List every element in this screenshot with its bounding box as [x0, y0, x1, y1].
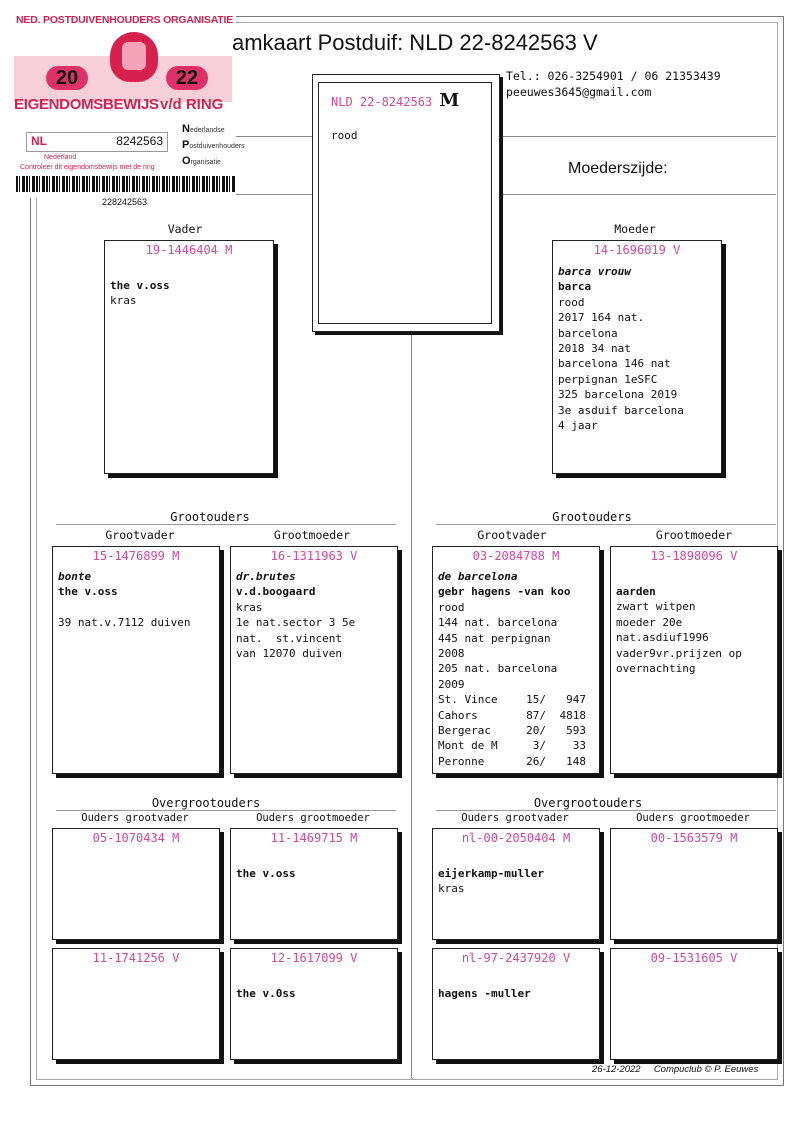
great-grandparent-card-7: nl-97-2437920 V hagens -muller: [432, 948, 600, 1060]
great-grandparent-ring-6: 12-1617099 V: [270, 951, 358, 965]
sticker-title-suffix: v/d RING: [160, 96, 224, 113]
mother-name: barca vrouw: [558, 265, 631, 278]
grandmother-paternal-ring: 16-1311963 V: [270, 549, 358, 563]
subject-card-frame: [312, 74, 500, 332]
table-row: Mont de M 3/ 33: [438, 739, 586, 753]
parents-grandfather-right-label: Ouders grootvader: [461, 812, 569, 824]
great-grandparent-ring-1: 05-1070434 M: [92, 831, 180, 845]
barcode-icon: [16, 176, 236, 192]
table-row: Cahors 87/ 4818: [438, 708, 586, 722]
grandparents-right-label: Grootouders: [552, 510, 632, 524]
ownership-sticker: [10, 12, 245, 207]
father-label: Vader: [167, 222, 203, 236]
father-card: 19-1446404 M the v.oss kras: [104, 240, 274, 474]
page-title: amkaart Postduif: NLD 22-8242563 V: [232, 30, 598, 55]
great-grandparent-card-5: [52, 948, 220, 1060]
sticker-year-right: 22: [166, 66, 208, 90]
sticker-country: NL: [31, 134, 47, 148]
great-grandparent-ring-7: nl-97-2437920 V: [461, 951, 571, 965]
great-grandparent-ring-4: 00-1563579 M: [650, 831, 738, 845]
parents-grandfather-left-label: Ouders grootvader: [81, 812, 189, 824]
table-row: Peronne 26/ 148: [438, 754, 586, 768]
parents-grandmother-right-label: Ouders grootmoeder: [636, 812, 750, 824]
contact-info: [506, 68, 721, 100]
great-grandparent-card-2: 11-1469715 M the v.oss: [230, 828, 398, 940]
sticker-year-left: 20: [46, 66, 88, 90]
sticker-notice: Controleer dit eigendomsbewijs met de ring: [20, 164, 155, 171]
grandmother-maternal-ring: 13-1898096 V: [650, 549, 738, 563]
center-divider: [411, 330, 412, 1078]
sticker-ring-number: 8242563: [116, 134, 163, 148]
grandfather-paternal-card: 15-1476899 M bonte the v.oss 39 nat.v.7112 duiven: [52, 546, 220, 774]
footer: [592, 1064, 758, 1075]
great-grandparent-ring-5: 11-1741256 V: [92, 951, 180, 965]
sticker-npo-logo: Nederlandse Postduivenhouders Organisatie: [182, 123, 245, 167]
grandmother-right-label: Grootmoeder: [655, 528, 733, 542]
subject-card: [318, 82, 492, 324]
great-grandparent-ring-3: nl-00-2050404 M: [461, 831, 571, 845]
subject-ring: NLD 22-8242563: [331, 95, 433, 109]
mother-card: 14-1696019 V barca vrouw barca rood 2017 164 nat. barcelona 2018 34 nat barcelona 146 nat perpignan 1eSFC 325 barcelona 2019 3e asduif barcelona 4 jaar: [552, 240, 722, 474]
footer-date: 26-12-2022: [592, 1064, 641, 1075]
grandmother-maternal-card: 13-1898096 V aarden zwart witpen moeder 20e nat.asdiuf1996 vader9vr.prijzen op overnachting: [610, 546, 778, 774]
great-grandparent-card-3: nl-00-2050404 M eijerkamp-muller kras: [432, 828, 600, 940]
sticker-ring-box: [26, 132, 168, 152]
parents-grandmother-left-label: Ouders grootmoeder: [256, 812, 370, 824]
great-grandparent-ring-8: 09-1531605 V: [650, 951, 738, 965]
sticker-org-name: NED. POSTDUIVENHOUDERS ORGANISATIE: [16, 14, 234, 26]
grandfather-right-label: Grootvader: [477, 528, 547, 542]
mother-side-heading: Moederszijde:: [568, 160, 668, 177]
subject-mark: M: [439, 90, 460, 111]
grandparents-left-label: Grootouders: [170, 510, 250, 524]
great-grandparents-right-label: Overgrootouders: [533, 796, 643, 810]
grandfather-left-label: Grootvader: [105, 528, 175, 542]
mother-ring: 14-1696019 V: [593, 243, 681, 257]
great-grandparent-card-4: [610, 828, 778, 940]
great-grandparent-card-6: 12-1617099 V the v.0ss: [230, 948, 398, 1060]
great-grandparent-card-1: [52, 828, 220, 940]
grandmother-left-label: Grootmoeder: [273, 528, 351, 542]
grandmother-paternal-card: 16-1311963 V dr.brutes v.d.boogaard kras 1e nat.sector 3 5e nat. st.vincent van 12070 duiven: [230, 546, 398, 774]
mother-label: Moeder: [614, 222, 656, 236]
sticker-barcode-number: 228242563: [102, 197, 148, 207]
grandfather-paternal-ring: 15-1476899 M: [92, 549, 180, 563]
great-grandparent-card-8: [610, 948, 778, 1060]
great-grandparents-left-label: Overgrootouders: [151, 796, 261, 810]
father-ring: 19-1446404 M: [145, 243, 233, 257]
subject-details: rood: [331, 129, 358, 143]
great-grandparent-ring-2: 11-1469715 M: [270, 831, 358, 845]
grandfather-maternal-ring: 03-2084788 M: [472, 549, 560, 563]
table-row: Bergerac 20/ 593: [438, 724, 586, 738]
contact-email: peeuwes3645@gmail.com: [506, 85, 652, 99]
race-results-table: [438, 692, 586, 769]
sticker-country-name: Nederland: [44, 154, 77, 161]
grandfather-maternal-card: 03-2084788 M de barcelona gebr hagens -van koo rood 144 nat. barcelona 445 nat perpignan 2008 205 nat. barcelona 2009 St. Vince 15/ 947 Cahors 87/ 4818 Bergerac 20/ 593 Mont de M 3/ 33 Peronne 26/ 148: [432, 546, 600, 774]
footer-credit: Compuclub © P. Eeuwes: [653, 1064, 759, 1075]
contact-phone: Tel.: 026-3254901 / 06 21353439: [506, 69, 721, 83]
sticker-title: EIGENDOMSBEWIJS: [14, 96, 159, 113]
table-row: St. Vince 15/ 947: [438, 693, 586, 707]
father-name: the v.oss: [110, 279, 170, 292]
